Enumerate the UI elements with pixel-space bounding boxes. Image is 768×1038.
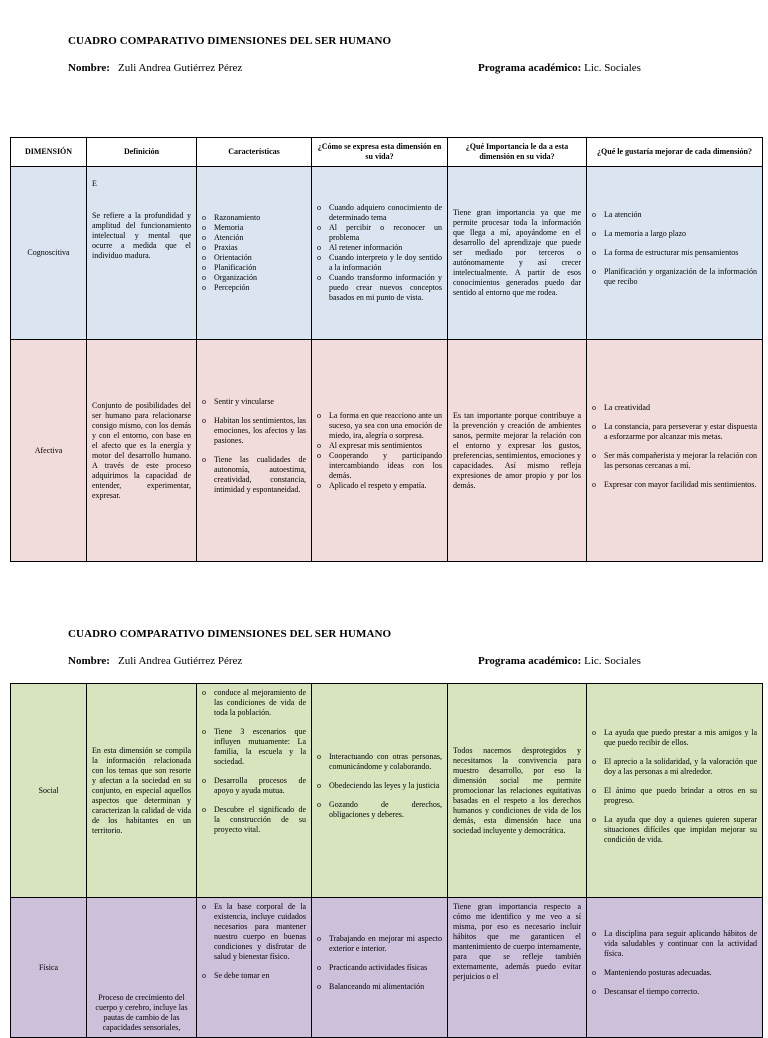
expresa-cognoscitiva xyxy=(312,167,448,340)
caracteristicas-list xyxy=(202,397,306,495)
list-item: o Percepción xyxy=(202,283,306,293)
list-item: o Al retener información xyxy=(317,243,442,253)
list-item: o La memoria a largo plazo xyxy=(592,229,757,239)
list-item: o Interactuando con otras personas, comunicándome y colaborando. xyxy=(317,752,442,772)
list-item: o Tiene las cualidades de autonomía, autoestima, creatividad, constancia, intimidad y espontaneidad. xyxy=(202,455,306,495)
table-row-fisica xyxy=(11,898,763,1038)
list-item: o Balanceando mi alimentación xyxy=(317,982,442,992)
importancia-fisica: Tiene gran importancia respecto a cómo me identifico y me veo a sí misma, por eso es necesario incluir hábitos que me garanticen el mantenimiento de cuerpo internamente, para que se refleje también externamente, además puedo evitar perjuicios o el xyxy=(448,898,587,1038)
list-item: o Planificación xyxy=(202,263,306,273)
importancia-cognoscitiva: Tiene gran importancia ya que me permite procesar toda la información que llega a mí, apoyándome en el desarrollo del aprendizaje que puede ser mediado por terceros o autónomamente y así crecer intelectualmente. A partir de esos conocimientos generados puedo dar sentido al entorno que me rodea. xyxy=(448,167,587,340)
expresa-list xyxy=(317,752,442,820)
list-item: o La constancia, para perseverar y estar dispuesta a esforzarme por alcanzar mis metas. xyxy=(592,422,757,442)
comparison-table-1 xyxy=(10,137,763,562)
header-dimension: DIMENSIÓN xyxy=(11,138,87,167)
list-item: o Praxias xyxy=(202,243,306,253)
list-item: o Cuando transformo información y puedo crear nuevos conceptos basados en mi punto de vista. xyxy=(317,273,442,303)
list-item: o La atención xyxy=(592,210,757,220)
list-item: o La creatividad xyxy=(592,403,757,413)
mejorar-list xyxy=(592,403,757,490)
caracteristicas-cognoscitiva xyxy=(197,167,312,340)
mejorar-cognoscitiva xyxy=(587,167,763,340)
student-info-line-page2 xyxy=(68,655,728,667)
list-item: o Cuando adquiero conocimiento de determinado tema xyxy=(317,203,442,223)
program-value: Lic. Sociales xyxy=(584,655,641,667)
list-item: o Descubre el significado de la construcción de su proyecto vital. xyxy=(202,805,306,835)
comparison-table-2 xyxy=(10,683,763,1038)
list-item: o Es la base corporal de la existencia, incluye cuidados necesarios para mantener nuestro cuerpo en buenas condiciones y disfrutar de salud y bienestar físico. xyxy=(202,902,306,962)
list-item: o La forma en que reacciono ante un suceso, ya sea con una emoción de miedo, ira, alegría o sorpresa. xyxy=(317,411,442,441)
table-row-social xyxy=(11,684,763,898)
list-item: o Manteniendo posturas adecuadas. xyxy=(592,968,757,978)
student-info-line xyxy=(68,62,728,74)
mejorar-list xyxy=(592,929,757,997)
header-expresa: ¿Cómo se expresa esta dimensión en su vida? xyxy=(312,138,448,167)
list-item: o Desarrolla procesos de apoyo y ayuda mutua. xyxy=(202,776,306,796)
definicion-social: En esta dimensión se compila la información relacionada con los temas que son resorte y afectan a la sociedad en su conjunto, en especial aquellos aspectos que determinan y caracterizan la calidad de vida de los habitantes en un territorio. xyxy=(87,684,197,898)
header-caracteristicas: Características xyxy=(197,138,312,167)
header-definicion: Definición xyxy=(87,138,197,167)
list-item: o Al expresar mis sentimientos xyxy=(317,441,442,451)
name-value: Zuli Andrea Gutiérrez Pérez xyxy=(117,62,243,74)
caracteristicas-fisica xyxy=(197,898,312,1038)
importancia-afectiva: Es tan importante porque contribuye a la prevención y creación de ambientes sanos, permite mejorar la relación con el entorno y expresar los gustos, preferencias, sentimientos, emociones y capacidades. Así mismo refleja expresiones de amor propio y por los demás. xyxy=(448,340,587,562)
list-item: o Memoria xyxy=(202,223,306,233)
mejorar-social xyxy=(587,684,763,898)
definicion-text: Se refiere a la profundidad y amplitud del funcionamiento intelectual y mental que ocurre a medida que el individuo madura. xyxy=(92,211,191,260)
caracteristicas-list xyxy=(202,688,306,835)
expresa-list xyxy=(317,203,442,303)
list-item: o Planificación y organización de la información que recibo xyxy=(592,267,757,287)
program-info xyxy=(478,655,641,667)
list-item: o conduce al mejoramiento de las condiciones de vida de toda la población. xyxy=(202,688,306,718)
program-value: Lic. Sociales xyxy=(584,62,641,74)
list-item: o Trabajando en mejorar mi aspecto exterior e interior. xyxy=(317,934,442,954)
list-item: o Obedeciendo las leyes y la justicia xyxy=(317,781,442,791)
name-value: Zuli Andrea Gutiérrez Pérez xyxy=(117,655,243,667)
name-label: Nombre: xyxy=(68,62,110,74)
name-label: Nombre: xyxy=(68,655,110,667)
program-info xyxy=(478,62,641,74)
list-item: o Descansar el tiempo correcto. xyxy=(592,987,757,997)
caracteristicas-list xyxy=(202,902,306,981)
mejorar-list xyxy=(592,728,757,845)
list-item: o Se debe tomar en xyxy=(202,971,306,981)
dimension-afectiva: Afectiva xyxy=(11,340,87,562)
expresa-fisica xyxy=(312,898,448,1038)
importancia-social: Todos nacemos desprotegidos y necesitamos la convivencia para muestro desarrollo, por eso la dimensión social me permite promocionar las relaciones equitativas basadas en el respeto a los derechos humanos y condiciones de vida de los demás, esta dimensión hace una sociedad incluyente y democrática. xyxy=(448,684,587,898)
list-item: o Cuando interpreto y le doy sentido a la información xyxy=(317,253,442,273)
dimension-cognoscitiva: Cognoscitiva xyxy=(11,167,87,340)
dimension-social: Social xyxy=(11,684,87,898)
list-item: o El aprecio a la solidaridad, y la valoración que doy a las personas a mi alrededor. xyxy=(592,757,757,777)
expresa-social xyxy=(312,684,448,898)
table-header-row xyxy=(11,138,763,167)
header-mejorar: ¿Qué le gustaría mejorar de cada dimensión? xyxy=(587,138,763,167)
document-title-page2: CUADRO COMPARATIVO DIMENSIONES DEL SER HUMANO xyxy=(68,628,392,640)
list-item: o Gozando de derechos, obligaciones y deberes. xyxy=(317,800,442,820)
list-item: o La ayuda que doy a quienes quieren superar situaciones difíciles que impidan mejorar su condición de vida. xyxy=(592,815,757,845)
expresa-list xyxy=(317,934,442,992)
table-row-cognoscitiva xyxy=(11,167,763,340)
list-item: o Ser más compañerista y mejorar la relación con las personas cercanas a mí. xyxy=(592,451,757,471)
definicion-afectiva: Conjunto de posibilidades del ser humano para relacionarse consigo mismo, con los demás y con el entorno, con base en el afecto que es la energía y motor del desarrollo humano. A través de este proceso adquirimos la capacidad de entender, experimentar, expresar. xyxy=(87,340,197,562)
caracteristicas-social xyxy=(197,684,312,898)
table-row-afectiva xyxy=(11,340,763,562)
expresa-afectiva xyxy=(312,340,448,562)
list-item: o La disciplina para seguir aplicando hábitos de vida saludables y continuar con la actividad física. xyxy=(592,929,757,959)
list-item: o La forma de estructurar mis pensamientos xyxy=(592,248,757,258)
expresa-list xyxy=(317,411,442,491)
list-item: o Cooperando y participando intercambiando ideas con los demás. xyxy=(317,451,442,481)
caracteristicas-afectiva xyxy=(197,340,312,562)
list-item: o La ayuda que puedo prestar a mis amigos y la que puedo recibir de ellos. xyxy=(592,728,757,748)
list-item: o Aplicado el respeto y empatía. xyxy=(317,481,442,491)
definicion-fisica: Proceso de crecimiento del cuerpo y cerebro, incluye las pautas de cambio de las capacidades sensoriales, xyxy=(87,898,197,1038)
mejorar-list xyxy=(592,210,757,287)
definicion-initial: E xyxy=(92,179,97,188)
list-item: o Razonamiento xyxy=(202,213,306,223)
list-item: o Orientación xyxy=(202,253,306,263)
list-item: o Practicando actividades físicas xyxy=(317,963,442,973)
program-label: Programa académico: xyxy=(478,62,582,74)
mejorar-afectiva xyxy=(587,340,763,562)
program-label: Programa académico: xyxy=(478,655,582,667)
mejorar-fisica xyxy=(587,898,763,1038)
list-item: o Habitan los sentimientos, las emociones, los afectos y las pasiones. xyxy=(202,416,306,446)
caracteristicas-list xyxy=(202,213,306,293)
definicion-cognoscitiva xyxy=(87,167,197,340)
list-item: o Expresar con mayor facilidad mis sentimientos. xyxy=(592,480,757,490)
list-item: o Organización xyxy=(202,273,306,283)
list-item: o El ánimo que puedo brindar a otros en su progreso. xyxy=(592,786,757,806)
list-item: o Al percibir o reconocer un problema xyxy=(317,223,442,243)
list-item: o Atención xyxy=(202,233,306,243)
list-item: o Tiene 3 escenarios que influyen mutuamente: La familia, la escuela y la sociedad. xyxy=(202,727,306,767)
document-title: CUADRO COMPARATIVO DIMENSIONES DEL SER HUMANO xyxy=(68,35,392,47)
list-item: o Sentir y vincularse xyxy=(202,397,306,407)
dimension-fisica: Física xyxy=(11,898,87,1038)
header-importancia: ¿Qué Importancia le da a esta dimensión en su vida? xyxy=(448,138,587,167)
